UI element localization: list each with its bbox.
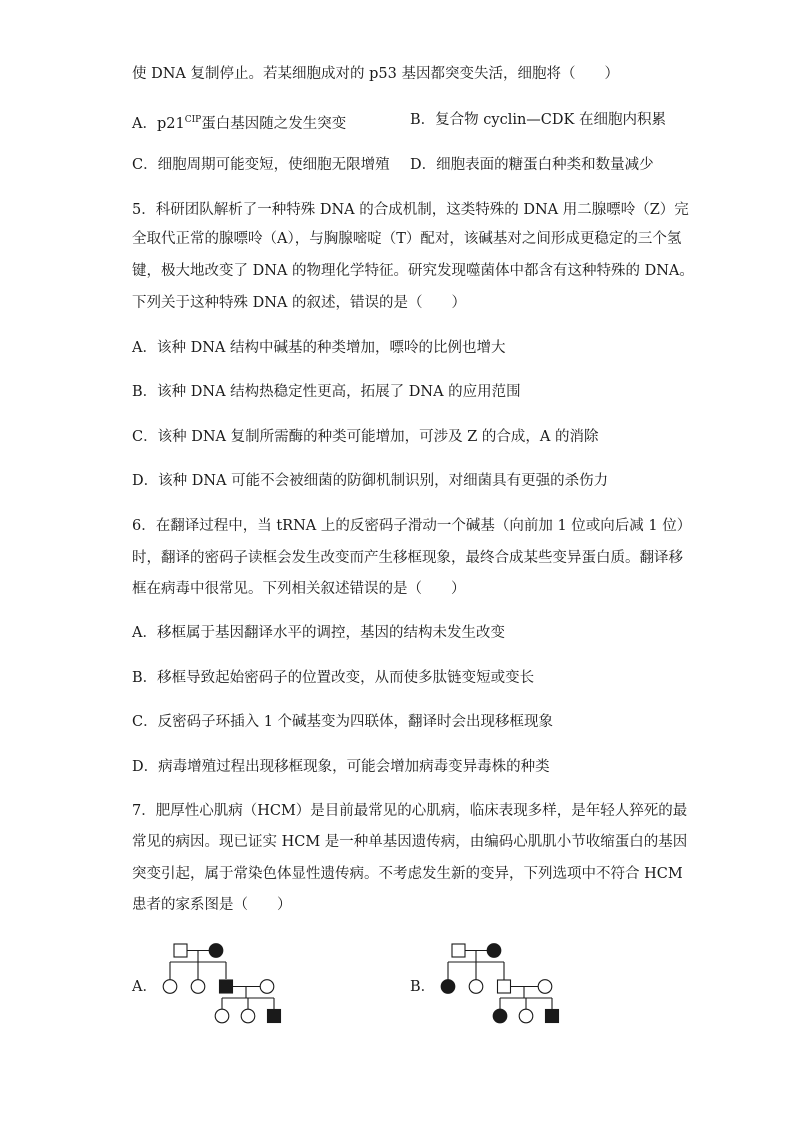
pedigree-b-gen2-female <box>469 980 483 994</box>
pedigree-a-gen2-spouse-female <box>260 980 274 994</box>
pedigree-a-gen3-male-affected <box>268 1010 281 1023</box>
pedigree-b-gen3-female-affected <box>493 1009 507 1023</box>
pedigree-a-gen2-male-affected <box>220 980 233 993</box>
q5-stem-line: 全取代正常的腺嘌呤（A），与胸腺嘧啶（T）配对，该碱基对之间形成更稳定的三个氢 <box>132 231 682 247</box>
q6-option-d[interactable]: D．病毒增殖过程出现移框现象，可能会增加病毒变异毒株的种类 <box>132 759 550 775</box>
q5-option-b[interactable]: B．该种 DNA 结构热稳定性更高，拓展了 DNA 的应用范围 <box>132 384 521 400</box>
pedigree-b-gen3-female <box>519 1009 533 1023</box>
q6-stem-line: 框在病毒中很常见。下列相关叙述错误的是（ ） <box>132 581 466 597</box>
pedigree-b-gen1-female-affected <box>487 944 501 958</box>
pedigree-a-gen1-male <box>174 944 187 957</box>
q5-option-c[interactable]: C．该种 DNA 复制所需酶的种类可能增加，可涉及 Z 的合成，A 的消除 <box>132 429 599 445</box>
q5-stem-line: 键，极大地改变了 DNA 的物理化学特征。研究发现噬菌体中都含有这种特殊的 DNA。 <box>132 263 694 279</box>
q6-option-b[interactable]: B．移框导致起始密码子的位置改变，从而使多肽链变短或变长 <box>132 670 535 686</box>
q6-stem-line: 时，翻译的密码子读框会发生改变而产生移框现象，最终合成某些变异蛋白质。翻译移 <box>132 550 683 566</box>
q4-option-a[interactable] <box>132 110 346 134</box>
pedigree-b-gen2-female-affected <box>441 980 455 994</box>
q5-stem-line: 5．科研团队解析了一种特殊 DNA 的合成机制，这类特殊的 DNA 用二腺嘌呤（Z）完 <box>132 202 689 218</box>
q4-option-a-sup: CIP <box>184 115 202 125</box>
q6-option-a[interactable]: A．移框属于基因翻译水平的调控，基因的结构未发生改变 <box>132 625 505 641</box>
q5-option-d[interactable]: D．该种 DNA 可能不会被细菌的防御机制识别，对细菌具有更强的杀伤力 <box>132 473 609 489</box>
pedigree-b-gen1-male <box>452 944 465 957</box>
q6-stem-line: 6．在翻译过程中，当 tRNA 上的反密码子滑动一个碱基（向前加 1 位或向后减 1 位） <box>132 518 692 534</box>
q7-stem-line: 患者的家系图是（ ） <box>132 897 292 913</box>
q4-stem-tail: 使 DNA 复制停止。若某细胞成对的 p53 基因都突变失活，细胞将（ ） <box>132 66 619 82</box>
q7-stem-line: 突变引起，属于常染色体显性遗传病。不考虑发生新的变异，下列选项中不符合 HCM <box>132 866 683 882</box>
pedigree-b-gen3-male-affected <box>546 1010 559 1023</box>
pedigree-b-diagram <box>428 935 578 1030</box>
pedigree-b-gen2-male <box>498 980 511 993</box>
pedigree-a-gen2-female <box>191 980 205 994</box>
pedigree-a-label[interactable]: A． <box>132 979 157 995</box>
q4-option-b[interactable]: B．复合物 cyclin—CDK 在细胞内积累 <box>410 112 666 128</box>
q4-option-c[interactable]: C．细胞周期可能变短，使细胞无限增殖 <box>132 157 390 173</box>
pedigree-a-gen3-female <box>241 1009 255 1023</box>
q7-stem-line: 常见的病因。现已证实 HCM 是一种单基因遗传病，由编码心肌肌小节收缩蛋白的基因 <box>132 834 688 850</box>
pedigree-b-gen2-spouse-female <box>538 980 552 994</box>
q6-option-c[interactable]: C．反密码子环插入 1 个碱基变为四联体，翻译时会出现移框现象 <box>132 714 554 730</box>
q4-option-a-suffix: 蛋白基因随之发生突变 <box>201 116 347 132</box>
q5-stem-line: 下列关于这种特殊 DNA 的叙述，错误的是（ ） <box>132 295 467 311</box>
pedigree-a-gen2-female <box>163 980 177 994</box>
q7-stem-line: 7．肥厚性心肌病（HCM）是目前最常见的心肌病，临床表现多样，是年轻人猝死的最 <box>132 803 688 819</box>
q4-option-d[interactable]: D．细胞表面的糖蛋白种类和数量减少 <box>410 157 654 173</box>
pedigree-b-label[interactable]: B． <box>410 979 436 995</box>
q5-option-a[interactable]: A．该种 DNA 结构中碱基的种类增加，嘌呤的比例也增大 <box>132 340 506 356</box>
pedigree-a-diagram <box>150 935 300 1030</box>
pedigree-a-gen1-female-affected <box>209 944 223 958</box>
pedigree-a-gen3-female <box>215 1009 229 1023</box>
q4-option-a-prefix: A．p21 <box>132 116 185 132</box>
